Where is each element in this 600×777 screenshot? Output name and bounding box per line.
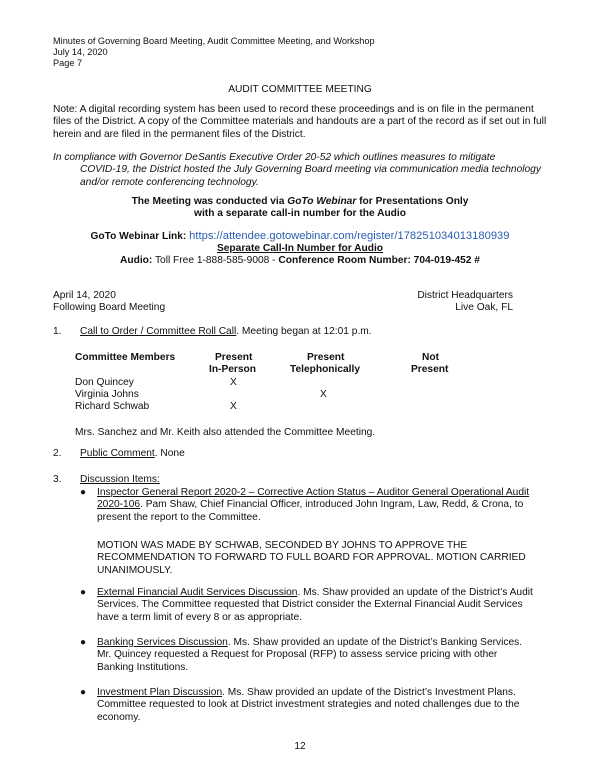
list-item-body: . Pam Shaw, Chief Financial Officer, introduced John Ingram, Law, Redd, & Crona, to present the report to the Committee. — [97, 499, 524, 523]
item-body — [80, 448, 550, 460]
audio-label: Audio: — [120, 255, 153, 266]
meeting-format-post: for Presentations Only — [356, 196, 469, 207]
col-header-members: Committee Members — [75, 352, 176, 363]
bullet-icon: ● — [80, 487, 87, 498]
list-item-body: . Ms. Shaw provided an update of the District’s Investment Plans. Committee requested to look at District investment strategies and noted challenges due to the economy. — [97, 687, 520, 723]
list-item-title: External Financial Audit Services Discussion — [97, 587, 298, 598]
item-text: . None — [154, 448, 185, 459]
col-header-present-b: In-Person — [209, 364, 256, 375]
meta-row-1 — [53, 290, 513, 302]
item-number: 1. — [53, 326, 62, 337]
meeting-format-platform: GoTo Webinar — [287, 196, 357, 207]
list-item-body: . Ms. Shaw provided an update of the District’s Banking Services. Mr. Quincey requested a Request for Proposal (RFP) to assess service pricing with other Banking Institutions. — [97, 637, 523, 673]
meeting-format — [0, 196, 600, 221]
col-header-present-a: Present — [215, 352, 253, 363]
meeting-date: April 14, 2020 — [53, 290, 116, 301]
meta-row-2 — [53, 302, 513, 314]
recording-note: Note: A digital recording system has been used to record these proceedings and is on file in the permanent files of the District. A copy of the Committee materials and handouts are a part of the record as if set out in full herein and are filed in the permanent files of the District. — [53, 104, 547, 140]
page-number: 12 — [294, 741, 306, 752]
motion-text: MOTION WAS MADE BY SCHWAB, SECONDED BY JOHNS TO APPROVE THE RECOMMENDATION TO FORWARD TO FULL BOARD FOR APPROVAL. MOTION CARRIED UNANIMOUSLY. — [97, 540, 526, 576]
list-item-text — [97, 487, 535, 524]
item-title: Discussion Items: — [80, 474, 160, 485]
table-row-tele: X — [320, 389, 327, 400]
header-date: July 14, 2020 — [53, 47, 108, 58]
col-header-tele-b: Telephonically — [290, 364, 361, 375]
meeting-format-line-1 — [0, 196, 600, 208]
section-title: AUDIT COMMITTEE MEETING — [228, 84, 372, 95]
list-item-title: Banking Services Discussion — [97, 637, 228, 648]
item-number: 2. — [53, 448, 62, 459]
header-title: Minutes of Governing Board Meeting, Audit Committee Meeting, and Workshop — [53, 36, 375, 46]
list-item-title: Inspector General Report 2020-2 – Corrective Action Status – Auditor General Operational Audit 2020-106 — [97, 487, 530, 511]
col-header-not-a: Not — [422, 352, 439, 363]
meeting-format-line-2: with a separate call-in number for the Audio — [194, 208, 406, 220]
webinar-link[interactable]: https://attendee.gotowebinar.com/register/1782510340131809​39 — [189, 230, 510, 242]
header-page: Page 7 — [53, 58, 83, 69]
list-item-title: Investment Plan Discussion — [97, 687, 223, 698]
table-row-in-person: X — [230, 401, 237, 412]
table-row-name: Don Quincey — [75, 377, 134, 388]
meeting-timing: Following Board Meeting — [53, 302, 166, 314]
item-title: Call to Order / Committee Roll Call — [80, 326, 237, 337]
conference-room-number: Conference Room Number: 704-019-452 # — [278, 255, 480, 266]
meeting-meta — [53, 290, 513, 315]
list-item-text — [97, 587, 535, 624]
compliance-statement — [53, 152, 553, 189]
compliance-line-1: In compliance with Governor DeSantis Executive Order 20-52 which outlines measures to mitigate — [53, 152, 496, 163]
item-title: Public Comment — [80, 448, 155, 459]
attendance-note: Mrs. Sanchez and Mr. Keith also attended the Committee Meeting. — [75, 427, 376, 438]
document-header — [53, 36, 375, 70]
table-row-name: Richard Schwab — [75, 401, 150, 412]
item-body — [80, 474, 550, 486]
item-text: . Meeting began at 12:01 p.m. — [236, 326, 372, 337]
meeting-city: Live Oak, FL — [455, 302, 513, 314]
table-row-name: Virginia Johns — [75, 389, 139, 400]
meeting-format-pre: The Meeting was conducted via — [131, 196, 288, 207]
audio-line — [0, 255, 600, 267]
item-number: 3. — [53, 474, 62, 485]
list-item-text — [97, 687, 535, 724]
list-item-text — [97, 637, 535, 674]
bullet-icon: ● — [80, 637, 87, 648]
webinar-line — [0, 230, 600, 243]
col-header-tele-a: Present — [307, 352, 345, 363]
webinar-label: GoTo Webinar Link: — [90, 231, 190, 242]
call-in-heading: Separate Call-In Number for Audio — [216, 243, 384, 254]
col-header-not-b: Present — [411, 364, 449, 375]
bullet-icon: ● — [80, 587, 87, 598]
table-row-in-person: X — [230, 377, 237, 388]
meeting-location: District Headquarters — [417, 290, 513, 301]
bullet-icon: ● — [80, 687, 87, 698]
item-body — [80, 326, 550, 338]
list-item-body: . Ms. Shaw provided an update of the District’s Audit Services. The Committee requested that District consider the External Financial Audit Services have a term limit of every 8 or as appropriate. — [97, 587, 533, 623]
compliance-line-2: COVID-19, the District hosted the July Governing Board meeting via communication media technology and/or remote conferencing technology. — [80, 164, 541, 188]
audio-number: Toll Free 1-888-585-9008 - — [152, 255, 279, 266]
